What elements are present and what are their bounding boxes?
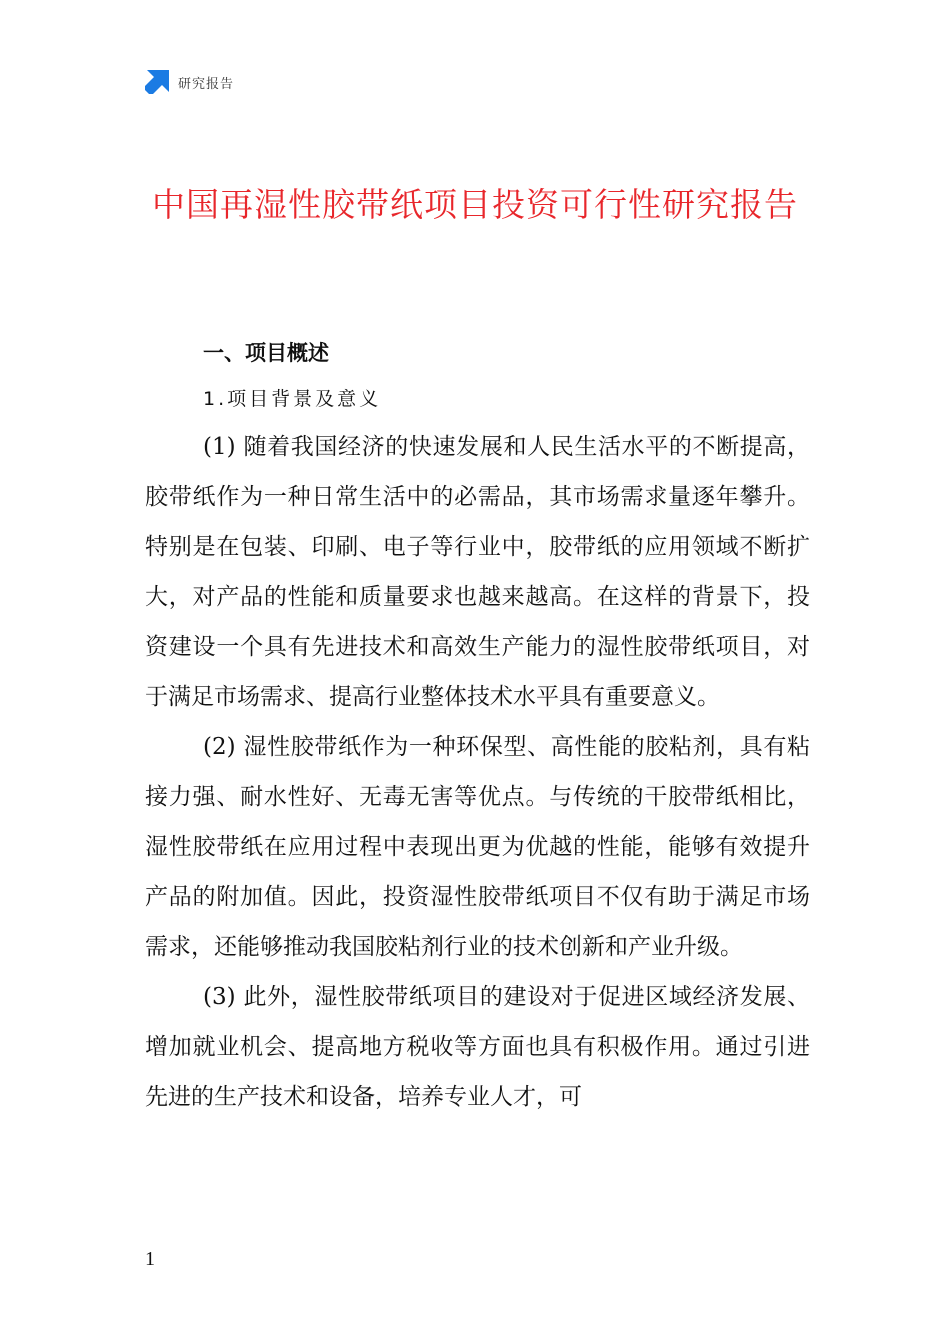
page-number: 1	[145, 1248, 155, 1270]
document-body	[145, 330, 810, 1122]
paragraph: (3) 此外，湿性胶带纸项目的建设对于促进区域经济发展、增加就业机会、提高地方税收等方面也具有积极作用。通过引进先进的生产技术和设备，培养专业人才，可	[145, 984, 810, 1110]
header-label: 研究报告	[178, 76, 235, 92]
subsection-heading: 1.项目背景及意义	[203, 388, 382, 410]
section-heading: 一、项目概述	[203, 341, 329, 365]
document-header	[145, 70, 234, 94]
arrow-up-right-icon	[145, 70, 169, 94]
document-title: 中国再湿性胶带纸项目投资可行性研究报告	[152, 185, 798, 224]
paragraph: (2) 湿性胶带纸作为一种环保型、高性能的胶粘剂，具有粘接力强、耐水性好、无毒无害等优点。与传统的干胶带纸相比，湿性胶带纸在应用过程中表现出更为优越的性能，能够有效提升产品的附加值。因此，投资湿性胶带纸项目不仅有助于满足市场需求，还能够推动我国胶粘剂行业的技术创新和产业升级。	[145, 734, 810, 960]
paragraph: (1) 随着我国经济的快速发展和人民生活水平的不断提高，胶带纸作为一种日常生活中的必需品，其市场需求量逐年攀升。特别是在包装、印刷、电子等行业中，胶带纸的应用领域不断扩大，对产品的性能和质量要求也越来越高。在这样的背景下，投资建设一个具有先进技术和高效生产能力的湿性胶带纸项目，对于满足市场需求、提高行业整体技术水平具有重要意义。	[145, 434, 810, 710]
